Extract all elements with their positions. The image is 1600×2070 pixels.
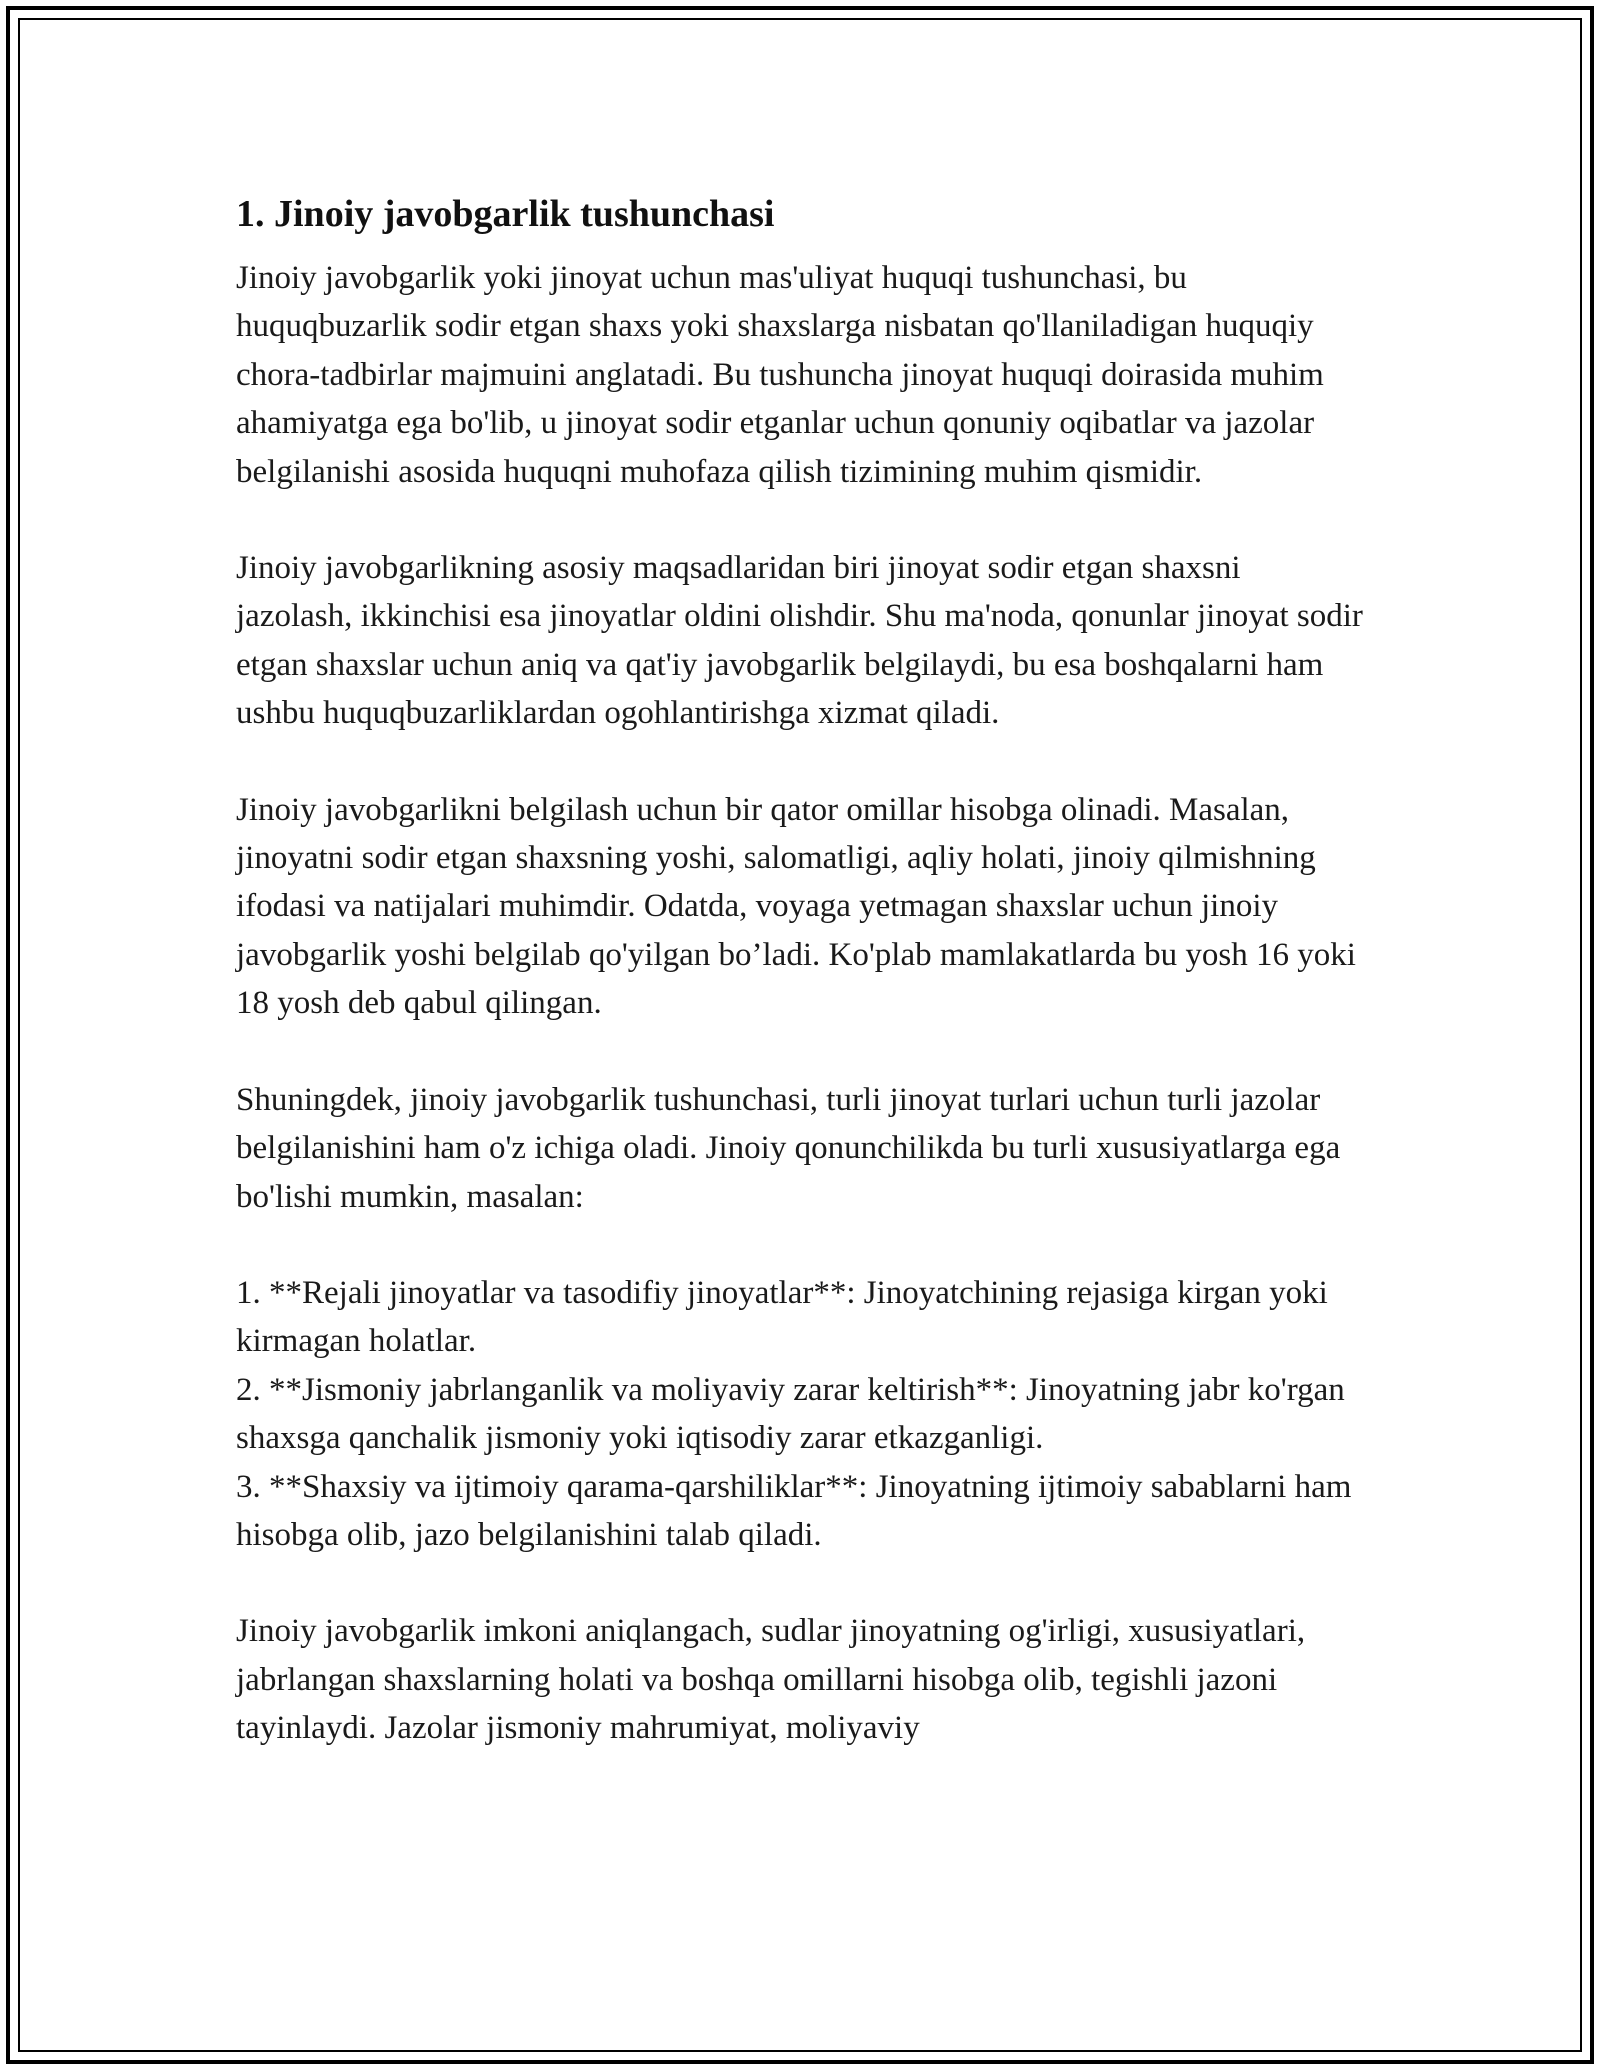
list-item: 1. **Rejali jinoyatlar va tasodifiy jinoyatlar**: Jinoyatchining rejasiga kirgan yoki kirmagan holatlar. (236, 1274, 1328, 1360)
criteria-list (236, 1269, 1364, 1559)
list-item: 3. **Shaxsiy va ijtimoiy qarama-qarshiliklar**: Jinoyatning ijtimoiy sabablarni ham hisobga olib, jazo belgilanishini talab qiladi. (236, 1468, 1352, 1553)
paragraph-closing: Jinoiy javobgarlik imkoni aniqlangach, sudlar jinoyatning og'irligi, xususiyatlari, jabrlangan shaxslarning holati va boshqa omillarni hisobga olib, tegishli jazoni tayinlaydi. Jazolar jismoniy mahrumiyat, moliyaviy (236, 1613, 1306, 1747)
list-item: 2. **Jismoniy jabrlanganlik va moliyaviy zarar keltirish**: Jinoyatning jabr ko'rgan shaxsga qanchalik jismoniy yoki iqtisodiy zarar etkazganligi. (236, 1371, 1345, 1457)
paragraph-factors: Jinoiy javobgarlikni belgilash uchun bir qator omillar hisobga olinadi. Masalan, jinoyatni sodir etgan shaxsning yoshi, salomatligi, aqliy holati, jinoiy qilmishning ifodasi va natijalari muhimdir. Odatda, voyaga yetmagan shaxslar uchun jinoiy javobgarlik yoshi belgilab qo'yilgan bo’ladi. Ko'plab mamlakatlarda bu yosh 16 yoki 18 yosh deb qabul qilingan. (236, 791, 1356, 1022)
document-body (236, 186, 1364, 1753)
section-heading: 1. Jinoiy javobgarlik tushunchasi (236, 193, 775, 235)
paragraph-purpose: Jinoiy javobgarlikning asosiy maqsadlaridan biri jinoyat sodir etgan shaxsni jazolash, ikkinchisi esa jinoyatlar oldini olishdir. Shu ma'noda, qonunlar jinoyat sodir etgan shaxslar uchun aniq va qat'iy javobgarlik belgilaydi, bu esa boshqalarni ham ushbu huquqbuzarliklardan ogohlantirishga xizmat qiladi. (236, 550, 1363, 732)
paragraph-definition: Jinoiy javobgarlik yoki jinoyat uchun mas'uliyat huquqi tushunchasi, bu huquqbuzarlik sodir etgan shaxs yoki shaxslarga nisbatan qo'llaniladigan huquqiy chora-tadbirlar majmuini anglatadi. Bu tushuncha jinoyat huquqi doirasida muhim ahamiyatga ega bo'lib, u jinoyat sodir etganlar uchun qonuniy oqibatlar va jazolar belgilanishi asosida huquqni muhofaza qilish tizimining muhim qismidir. (236, 260, 1324, 490)
paragraph-types-intro: Shuningdek, jinoiy javobgarlik tushunchasi, turli jinoyat turlari uchun turli jazolar belgilanishini ham o'z ichiga oladi. Jinoiy qonunchilikda bu turli xususiyatlarga ega bo'lishi mumkin, masalan: (236, 1081, 1341, 1215)
